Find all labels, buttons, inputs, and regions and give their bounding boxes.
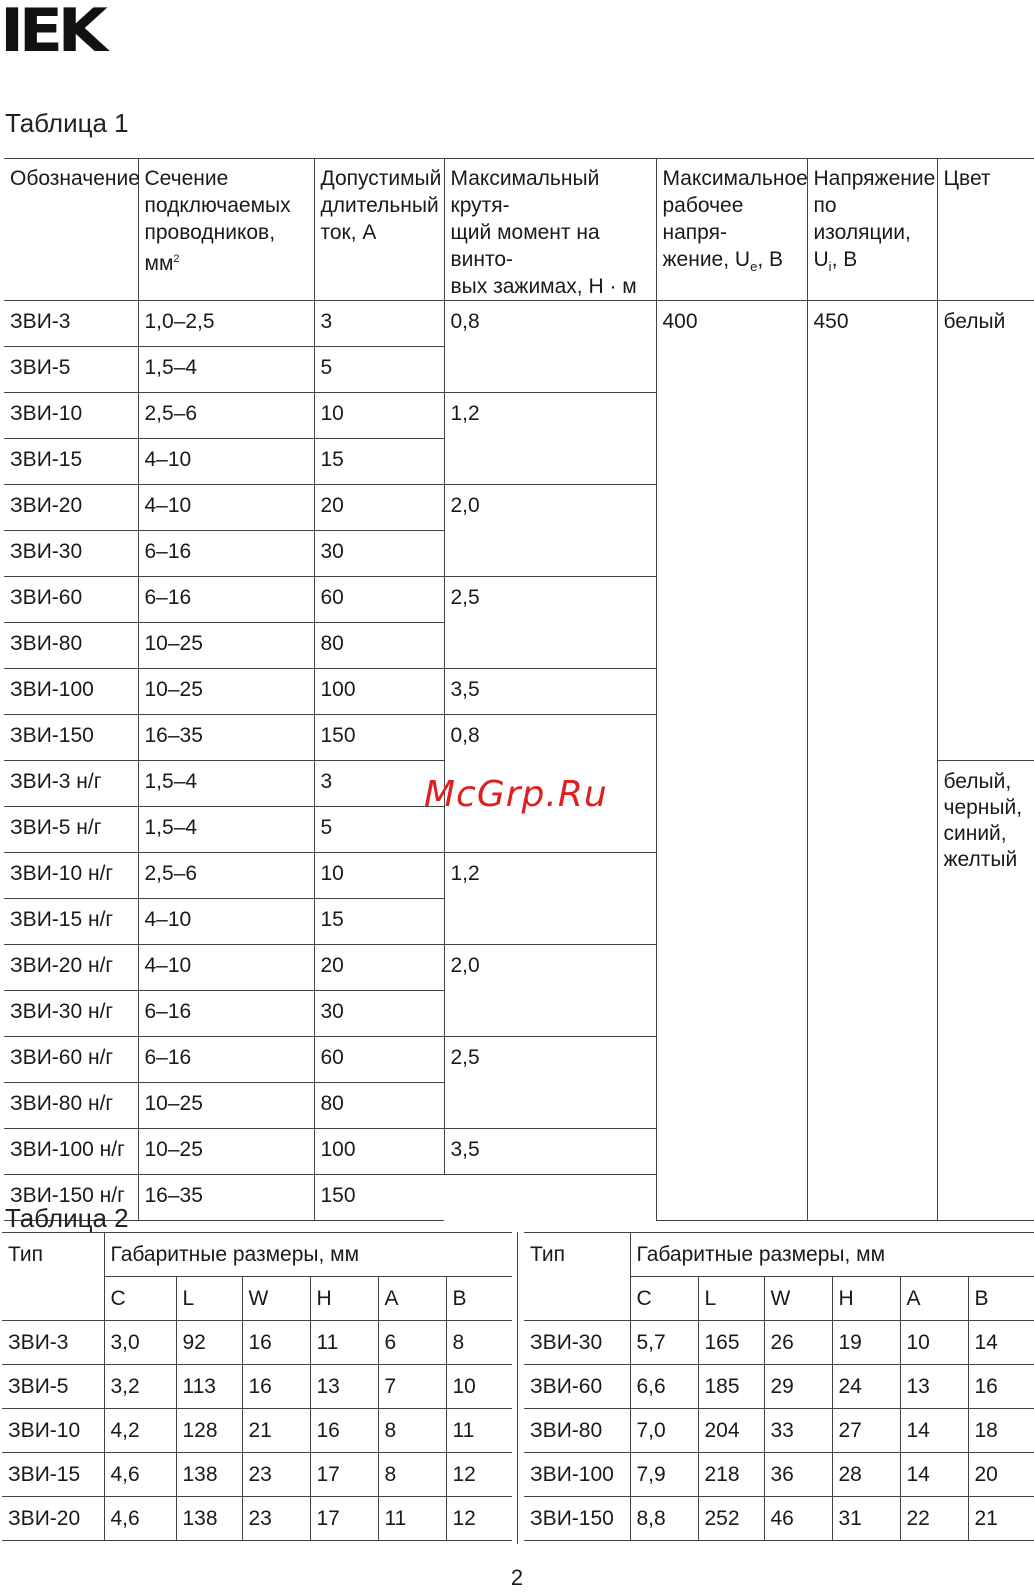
current-cell: 10: [314, 393, 444, 439]
table1: [4, 158, 1034, 1221]
section-cell: 10–25: [138, 1083, 314, 1129]
designation-cell: ЗВИ-15: [4, 439, 138, 485]
dim-cell: 17: [310, 1497, 378, 1541]
current-cell: 30: [314, 531, 444, 577]
dim-cell: 4,2: [104, 1409, 176, 1453]
dim-cell: 138: [176, 1497, 242, 1541]
dim-cell: 24: [832, 1365, 900, 1409]
torque-cell: 1,2: [444, 393, 656, 485]
torque-cell: 1,2: [444, 853, 656, 945]
dim-cell: 36: [764, 1453, 832, 1497]
table-row: [2, 1365, 512, 1409]
table2-left: [2, 1232, 512, 1541]
dim-cell: 92: [176, 1321, 242, 1365]
table2-header-row: [2, 1233, 512, 1277]
designation-cell: ЗВИ-3 н/г: [4, 761, 138, 807]
section-cell: 10–25: [138, 623, 314, 669]
dim-cell: 6,6: [630, 1365, 698, 1409]
insulation-voltage-cell: 450: [807, 301, 937, 1221]
dim-cell: 3,2: [104, 1365, 176, 1409]
dim-cell: 33: [764, 1409, 832, 1453]
dim-cell: 12: [446, 1497, 512, 1541]
torque-cell: 2,5: [444, 1037, 656, 1129]
dim-cell: 128: [176, 1409, 242, 1453]
dim-cell: 10: [900, 1321, 968, 1365]
dim-cell: 7: [378, 1365, 446, 1409]
section-cell: 16–35: [138, 1175, 314, 1221]
dim-cell: 16: [242, 1365, 310, 1409]
section-cell: 1,5–4: [138, 807, 314, 853]
current-cell: 3: [314, 761, 444, 807]
dim-cell: 16: [242, 1321, 310, 1365]
dim-cell: 8,8: [630, 1497, 698, 1541]
dim-cell: 16: [968, 1365, 1034, 1409]
designation-cell: ЗВИ-60: [4, 577, 138, 623]
designation-cell: ЗВИ-30: [4, 531, 138, 577]
type-cell: ЗВИ-150: [524, 1497, 630, 1541]
designation-cell: ЗВИ-5 н/г: [4, 807, 138, 853]
current-cell: 150: [314, 1175, 444, 1221]
designation-cell: ЗВИ-150: [4, 715, 138, 761]
table-row: [2, 1453, 512, 1497]
dim-cell: 22: [900, 1497, 968, 1541]
dim-cell: 4,6: [104, 1497, 176, 1541]
table-row: [524, 1365, 1034, 1409]
dim-cell: 11: [446, 1409, 512, 1453]
dim-cell: 14: [968, 1321, 1034, 1365]
dim-column-header: B: [446, 1277, 512, 1321]
dim-cell: 165: [698, 1321, 764, 1365]
dim-cell: 21: [968, 1497, 1034, 1541]
type-cell: ЗВИ-5: [2, 1365, 104, 1409]
page-number: 2: [510, 1565, 524, 1590]
section-cell: 6–16: [138, 577, 314, 623]
table-row: [2, 1497, 512, 1541]
dim-cell: 18: [968, 1409, 1034, 1453]
section-cell: 6–16: [138, 1037, 314, 1083]
current-cell: 20: [314, 945, 444, 991]
table2-divider: [517, 1232, 518, 1544]
type-cell: ЗВИ-20: [2, 1497, 104, 1541]
watermark: McGrp.Ru: [424, 774, 608, 815]
type-cell: ЗВИ-30: [524, 1321, 630, 1365]
dim-column-header: H: [832, 1277, 900, 1321]
torque-cell: 2,0: [444, 945, 656, 1037]
dim-cell: 26: [764, 1321, 832, 1365]
dim-cell: 218: [698, 1453, 764, 1497]
table-row: [524, 1497, 1034, 1541]
table2-right: [524, 1232, 1034, 1541]
table1-header-row: [4, 159, 1034, 301]
type-cell: ЗВИ-15: [2, 1453, 104, 1497]
type-header: Тип: [2, 1233, 104, 1321]
table-row: [2, 1409, 512, 1453]
designation-cell: ЗВИ-10 н/г: [4, 853, 138, 899]
table1-title: Таблица 1: [5, 108, 129, 138]
dim-cell: 7,9: [630, 1453, 698, 1497]
dims-header: Габаритные размеры, мм: [104, 1233, 512, 1277]
section-cell: 6–16: [138, 991, 314, 1037]
dim-column-header: A: [378, 1277, 446, 1321]
type-cell: ЗВИ-3: [2, 1321, 104, 1365]
dim-cell: 252: [698, 1497, 764, 1541]
dim-column-header: L: [698, 1277, 764, 1321]
section-cell: 2,5–6: [138, 853, 314, 899]
table2-title: Таблица 2: [5, 1203, 129, 1233]
dim-cell: 28: [832, 1453, 900, 1497]
color-line: синий,: [943, 822, 1007, 845]
torque-cell: 2,5: [444, 577, 656, 669]
dim-column-header: C: [104, 1277, 176, 1321]
designation-cell: ЗВИ-10: [4, 393, 138, 439]
dim-cell: 13: [310, 1365, 378, 1409]
dim-cell: 20: [968, 1453, 1034, 1497]
dim-cell: 204: [698, 1409, 764, 1453]
header-torque: Максимальный крутя- щий момент на винто- вых зажимах, Н · м: [444, 159, 656, 301]
color-line: черный,: [943, 796, 1023, 819]
designation-cell: ЗВИ-100 н/г: [4, 1129, 138, 1175]
section-cell: 10–25: [138, 1129, 314, 1175]
current-cell: 80: [314, 623, 444, 669]
table-row: [524, 1453, 1034, 1497]
header-insulation-voltage: Напряжение по изоляции, $U_i$, В: [807, 159, 937, 301]
dim-cell: 46: [764, 1497, 832, 1541]
dim-cell: 8: [446, 1321, 512, 1365]
section-cell: 4–10: [138, 899, 314, 945]
dim-cell: 27: [832, 1409, 900, 1453]
section-cell: 1,5–4: [138, 761, 314, 807]
color-line: белый,: [943, 770, 1012, 793]
dim-column-header: B: [968, 1277, 1034, 1321]
torque-cell: 3,5: [444, 669, 656, 715]
table-row: [2, 1321, 512, 1365]
header-color: Цвет: [937, 159, 1034, 301]
dim-cell: 6: [378, 1321, 446, 1365]
dim-cell: 8: [378, 1409, 446, 1453]
current-cell: 100: [314, 669, 444, 715]
dim-cell: 12: [446, 1453, 512, 1497]
current-cell: 80: [314, 1083, 444, 1129]
torque-cell: 2,0: [444, 485, 656, 577]
color-line: желтый: [943, 848, 1018, 871]
dim-cell: 5,7: [630, 1321, 698, 1365]
current-cell: 10: [314, 853, 444, 899]
color-cell: [937, 761, 1034, 1221]
header-max-voltage: Максимальное рабочее напря- жение, $U_e$, В: [656, 159, 807, 301]
table-row: [524, 1409, 1034, 1453]
section-cell: 1,5–4: [138, 347, 314, 393]
dims-header: Габаритные размеры, мм: [630, 1233, 1034, 1277]
dim-cell: 11: [378, 1497, 446, 1541]
dim-cell: 13: [900, 1365, 968, 1409]
table-row: [4, 301, 1034, 347]
type-header: Тип: [524, 1233, 630, 1321]
designation-cell: ЗВИ-20 н/г: [4, 945, 138, 991]
dim-column-header: A: [900, 1277, 968, 1321]
designation-cell: ЗВИ-3: [4, 301, 138, 347]
dim-column-header: H: [310, 1277, 378, 1321]
dim-cell: 11: [310, 1321, 378, 1365]
designation-cell: ЗВИ-5: [4, 347, 138, 393]
dim-cell: 3,0: [104, 1321, 176, 1365]
current-cell: 20: [314, 485, 444, 531]
dim-column-header: W: [764, 1277, 832, 1321]
iek-logo: IEK: [0, 0, 103, 66]
type-cell: ЗВИ-10: [2, 1409, 104, 1453]
dim-cell: 21: [242, 1409, 310, 1453]
color-cell: белый: [937, 301, 1034, 761]
table2-header-row: [524, 1233, 1034, 1277]
torque-cell: 3,5: [444, 1129, 656, 1175]
dim-cell: 8: [378, 1453, 446, 1497]
current-cell: 30: [314, 991, 444, 1037]
current-cell: 100: [314, 1129, 444, 1175]
designation-cell: ЗВИ-30 н/г: [4, 991, 138, 1037]
current-cell: 60: [314, 1037, 444, 1083]
dim-cell: 10: [446, 1365, 512, 1409]
designation-cell: ЗВИ-150 н/г: [4, 1175, 138, 1221]
section-cell: 4–10: [138, 945, 314, 991]
dim-cell: 14: [900, 1409, 968, 1453]
designation-cell: ЗВИ-60 н/г: [4, 1037, 138, 1083]
dim-cell: 4,6: [104, 1453, 176, 1497]
current-cell: 150: [314, 715, 444, 761]
section-cell: 6–16: [138, 531, 314, 577]
dim-column-header: L: [176, 1277, 242, 1321]
section-cell: 2,5–6: [138, 393, 314, 439]
current-cell: 5: [314, 347, 444, 393]
dim-cell: 185: [698, 1365, 764, 1409]
type-cell: ЗВИ-60: [524, 1365, 630, 1409]
dim-cell: 19: [832, 1321, 900, 1365]
designation-cell: ЗВИ-15 н/г: [4, 899, 138, 945]
current-cell: 5: [314, 807, 444, 853]
torque-cell: 0,8: [444, 715, 656, 853]
dim-cell: 29: [764, 1365, 832, 1409]
designation-cell: ЗВИ-80: [4, 623, 138, 669]
dim-cell: 23: [242, 1497, 310, 1541]
designation-cell: ЗВИ-20: [4, 485, 138, 531]
header-designation: Обозначение: [4, 159, 138, 301]
dim-cell: 14: [900, 1453, 968, 1497]
dim-cell: 31: [832, 1497, 900, 1541]
dim-column-header: W: [242, 1277, 310, 1321]
current-cell: 60: [314, 577, 444, 623]
section-cell: 1,0–2,5: [138, 301, 314, 347]
type-cell: ЗВИ-100: [524, 1453, 630, 1497]
designation-cell: ЗВИ-100: [4, 669, 138, 715]
current-cell: 15: [314, 899, 444, 945]
header-current: Допустимый длительный ток, А: [314, 159, 444, 301]
dim-cell: 16: [310, 1409, 378, 1453]
dim-cell: 17: [310, 1453, 378, 1497]
section-cell: 4–10: [138, 485, 314, 531]
current-cell: 15: [314, 439, 444, 485]
section-cell: 16–35: [138, 715, 314, 761]
type-cell: ЗВИ-80: [524, 1409, 630, 1453]
header-section: Сечение подключаемых проводников, $мм^2$: [138, 159, 314, 301]
dim-cell: 113: [176, 1365, 242, 1409]
dim-cell: 23: [242, 1453, 310, 1497]
dim-column-header: C: [630, 1277, 698, 1321]
dim-cell: 138: [176, 1453, 242, 1497]
torque-cell: 0,8: [444, 301, 656, 393]
current-cell: 3: [314, 301, 444, 347]
max-voltage-cell: 400: [656, 301, 807, 1221]
section-cell: 10–25: [138, 669, 314, 715]
dim-cell: 7,0: [630, 1409, 698, 1453]
designation-cell: ЗВИ-80 н/г: [4, 1083, 138, 1129]
section-cell: 4–10: [138, 439, 314, 485]
table-row: [524, 1321, 1034, 1365]
